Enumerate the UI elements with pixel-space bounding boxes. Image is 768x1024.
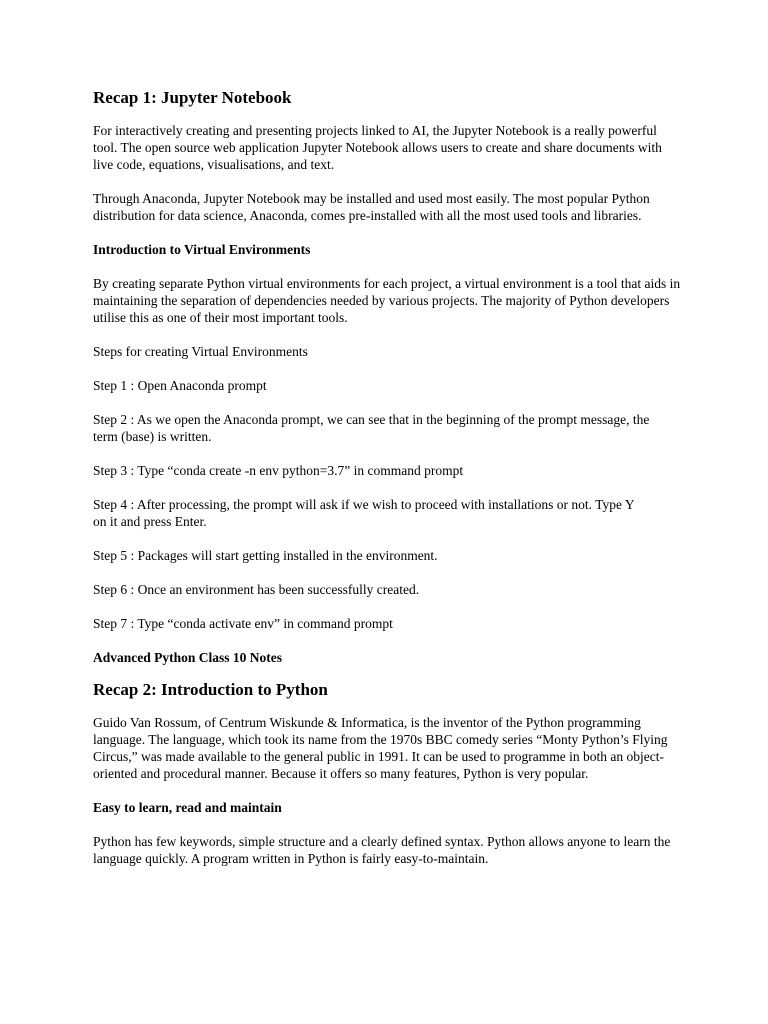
recap1-title: Recap 1: Jupyter Notebook [93,88,292,107]
recap1-paragraph-1: For interactively creating and presenting projects linked to AI, the Jupyter Notebook is a really powerful tool. The open source web application Jupyter Notebook allows users to create and share documents with live code, equations, visualisations, and text. [93,123,662,172]
step-5: Step 5 : Packages will start getting installed in the environment. [93,548,438,563]
step-2-line-b: term (base) is written. [93,429,212,444]
advanced-python-heading: Advanced Python Class 10 Notes [93,650,283,665]
venv-paragraph: By creating separate Python virtual environments for each project, a virtual environment is a tool that aids in maintaining the separation of dependencies needed by various projects. The majority of Python developers utilise this as one of their most important tools. [93,276,681,325]
step-4-line-b: on it and press Enter. [93,514,207,529]
easy-learn-paragraph: Python has few keywords, simple structure and a clearly defined syntax. Python allows anyone to learn the language quickly. A program written in Python is fairly easy-to-maintain. [93,834,671,866]
document-page [93,88,683,867]
step-3: Step 3 : Type “conda create -n env python=3.7” in command prompt [93,463,464,478]
recap2-title: Recap 2: Introduction to Python [93,680,328,699]
venv-heading: Introduction to Virtual Environments [93,242,311,257]
step-4-line-a: Step 4 : After processing, the prompt will ask if we wish to proceed with installations or not. Type Y [93,497,635,512]
easy-learn-heading: Easy to learn, read and maintain [93,800,282,815]
recap2-paragraph: Guido Van Rossum, of Centrum Wiskunde & Informatica, is the inventor of the Python programming language. The language, which took its name from the 1970s BBC comedy series “Monty Python’s Flying Circus,” was made available to the general public in 1991. It can be used to programme in both an object-oriented and procedural manner. Because it offers so many features, Python is very popular. [93,715,668,781]
step-2-line-a: Step 2 : As we open the Anaconda prompt, we can see that in the beginning of the prompt message, the [93,412,650,427]
step-2 [93,411,683,445]
steps-intro: Steps for creating Virtual Environments [93,344,308,359]
step-4 [93,496,683,530]
step-1: Step 1 : Open Anaconda prompt [93,378,267,393]
step-6: Step 6 : Once an environment has been successfully created. [93,582,420,597]
recap1-paragraph-2: Through Anaconda, Jupyter Notebook may be installed and used most easily. The most popular Python distribution for data science, Anaconda, comes pre-installed with all the most used tools and libraries. [93,191,650,223]
step-7: Step 7 : Type “conda activate env” in command prompt [93,616,393,631]
